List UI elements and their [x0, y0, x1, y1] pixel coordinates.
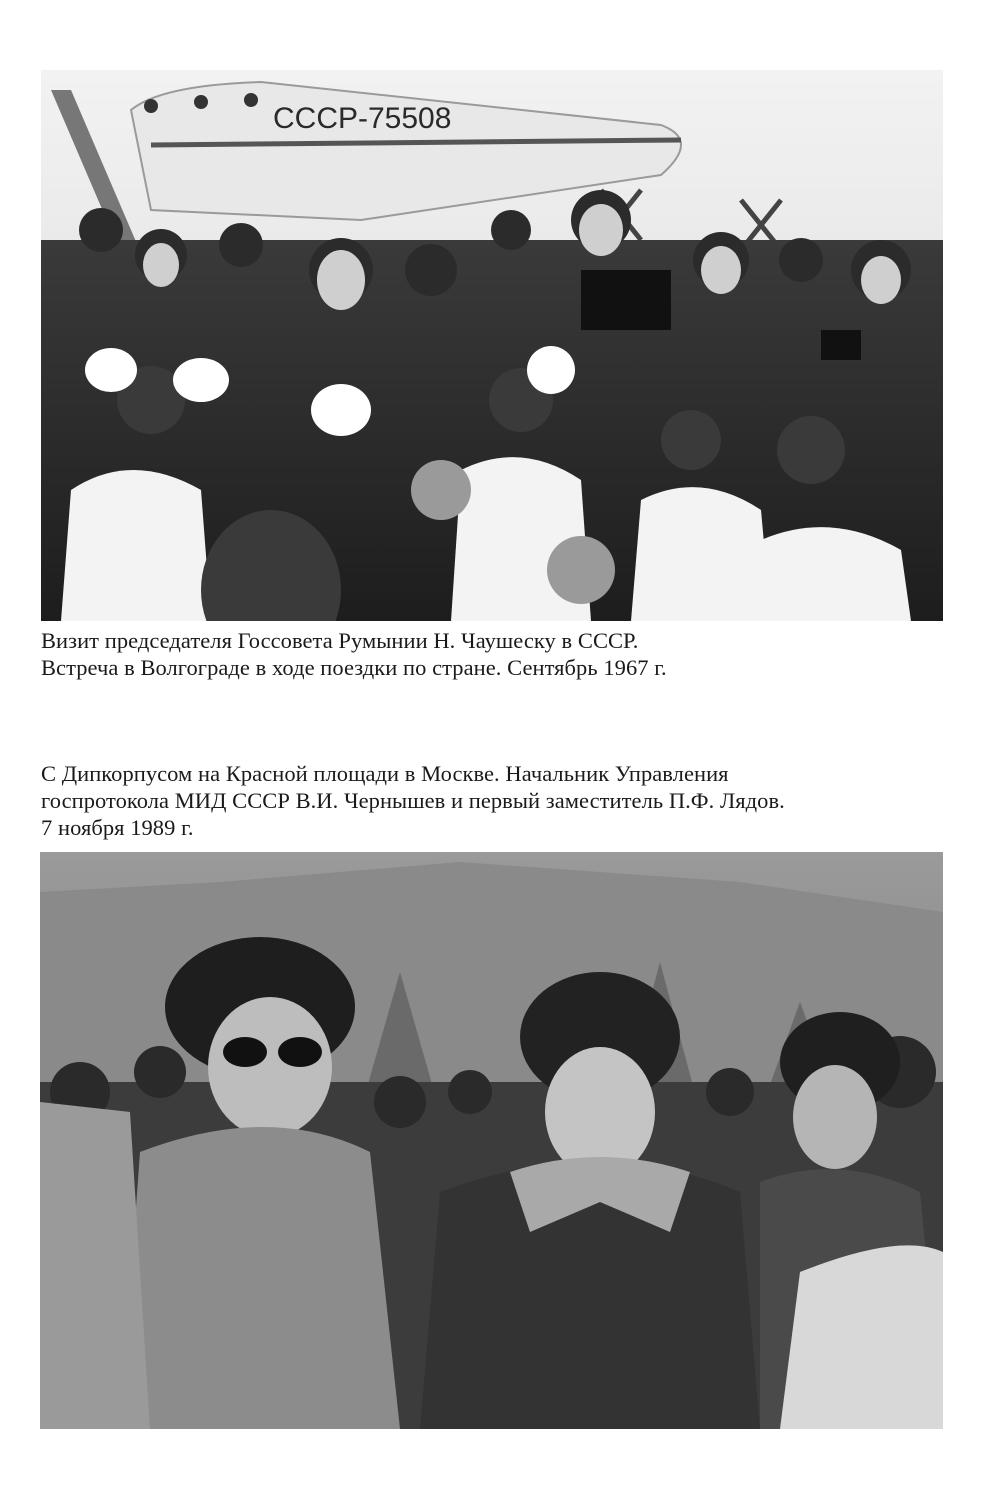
caption-red-square — [41, 760, 951, 841]
photo-red-square-illustration — [40, 852, 943, 1429]
caption-line: 7 ноября 1989 г. — [41, 815, 194, 840]
photo-airport-illustration — [41, 70, 943, 621]
caption-line: С Дипкорпусом на Красной площади в Москве. Начальник Управления — [41, 761, 729, 786]
caption-line: госпротокола МИД СССР В.И. Чернышев и первый заместитель П.Ф. Лядов. — [41, 788, 785, 813]
photo-airport-welcome — [41, 70, 943, 621]
caption-line: Визит председателя Госсовета Румынии Н. Чаушеску в СССР. — [41, 628, 639, 653]
caption-line: Встреча в Волгограде в ходе поездки по стране. Сентябрь 1967 г. — [41, 655, 667, 680]
photo-red-square — [40, 852, 943, 1429]
caption-airport-welcome — [41, 627, 951, 681]
aircraft-registration: СССР-75508 — [273, 102, 452, 135]
